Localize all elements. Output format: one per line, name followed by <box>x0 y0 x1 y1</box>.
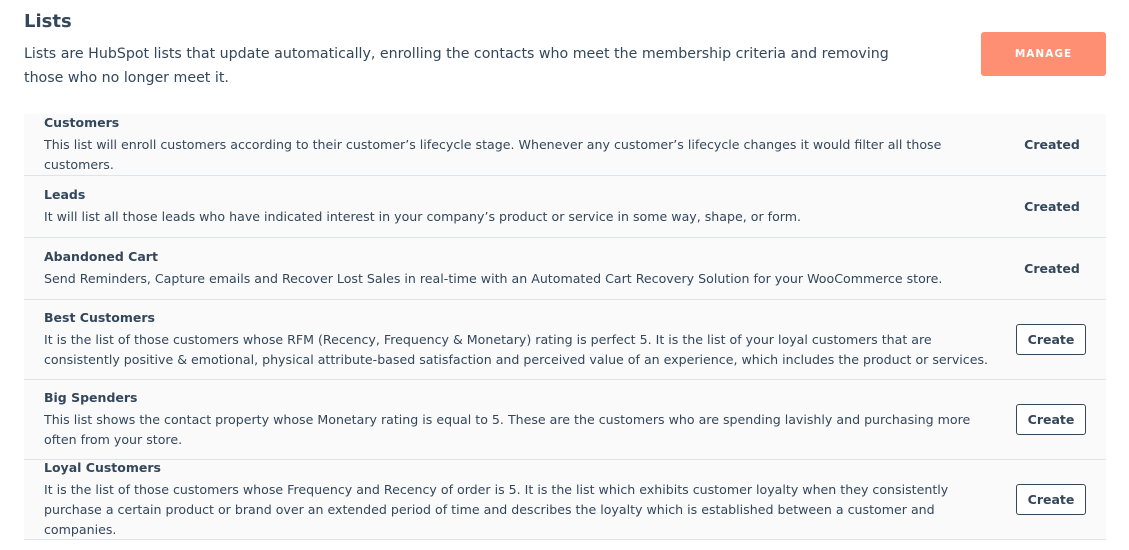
list-row-leads <box>24 176 1106 238</box>
list-description: This list will enroll customers according to their customer’s lifecycle stage. Whenever any customer’s lifecycle changes it would filter all those customers. <box>44 136 942 172</box>
list-name: Best Customers <box>44 309 155 325</box>
create-button[interactable]: Create <box>1016 484 1086 515</box>
lists-table <box>24 114 1106 540</box>
list-description: Send Reminders, Capture emails and Recover Lost Sales in real-time with an Automated Cart Recovery Solution for your WooCommerce store. <box>44 270 943 286</box>
list-name: Abandoned Cart <box>44 248 158 264</box>
list-description: It is the list of those customers whose RFM (Recency, Frequency & Monetary) rating is perfect 5. It is the list of your loyal customers that are consistently positive & emotional, physical attribute-based satisfaction and perceived value of an experience, which includes the product or services. <box>44 331 989 367</box>
page-description: Lists are HubSpot lists that update automatically, enrolling the contacts who meet the membership criteria and removing those who no longer meet it. <box>24 46 889 86</box>
list-name: Loyal Customers <box>44 459 161 475</box>
status-created: Created <box>1024 199 1080 214</box>
manage-button[interactable]: MANAGE <box>981 32 1106 76</box>
list-name: Leads <box>44 186 86 202</box>
list-description: It is the list of those customers whose Frequency and Recency of order is 5. It is the list which exhibits customer loyalty when they consistently purchase a certain product or brand over an extended period of time and describes the loyalty which is established between a customer and companies. <box>44 481 949 537</box>
list-row-customers <box>24 114 1106 176</box>
status-created: Created <box>1024 137 1080 152</box>
status-created: Created <box>1024 261 1080 276</box>
create-button[interactable]: Create <box>1016 324 1086 355</box>
list-description: It will list all those leads who have indicated interest in your company’s product or service in some way, shape, or form. <box>44 208 802 224</box>
list-row-abandoned-cart <box>24 238 1106 300</box>
page-title: Lists <box>24 11 72 32</box>
list-row-best-customers <box>24 300 1106 380</box>
list-name: Big Spenders <box>44 389 138 405</box>
list-row-big-spenders <box>24 380 1106 460</box>
list-description: This list shows the contact property whose Monetary rating is equal to 5. These are the customers who are spending lavishly and purchasing more often from your store. <box>44 411 971 447</box>
create-button[interactable]: Create <box>1016 404 1086 435</box>
list-row-loyal-customers <box>24 460 1106 540</box>
list-name: Customers <box>44 114 120 130</box>
